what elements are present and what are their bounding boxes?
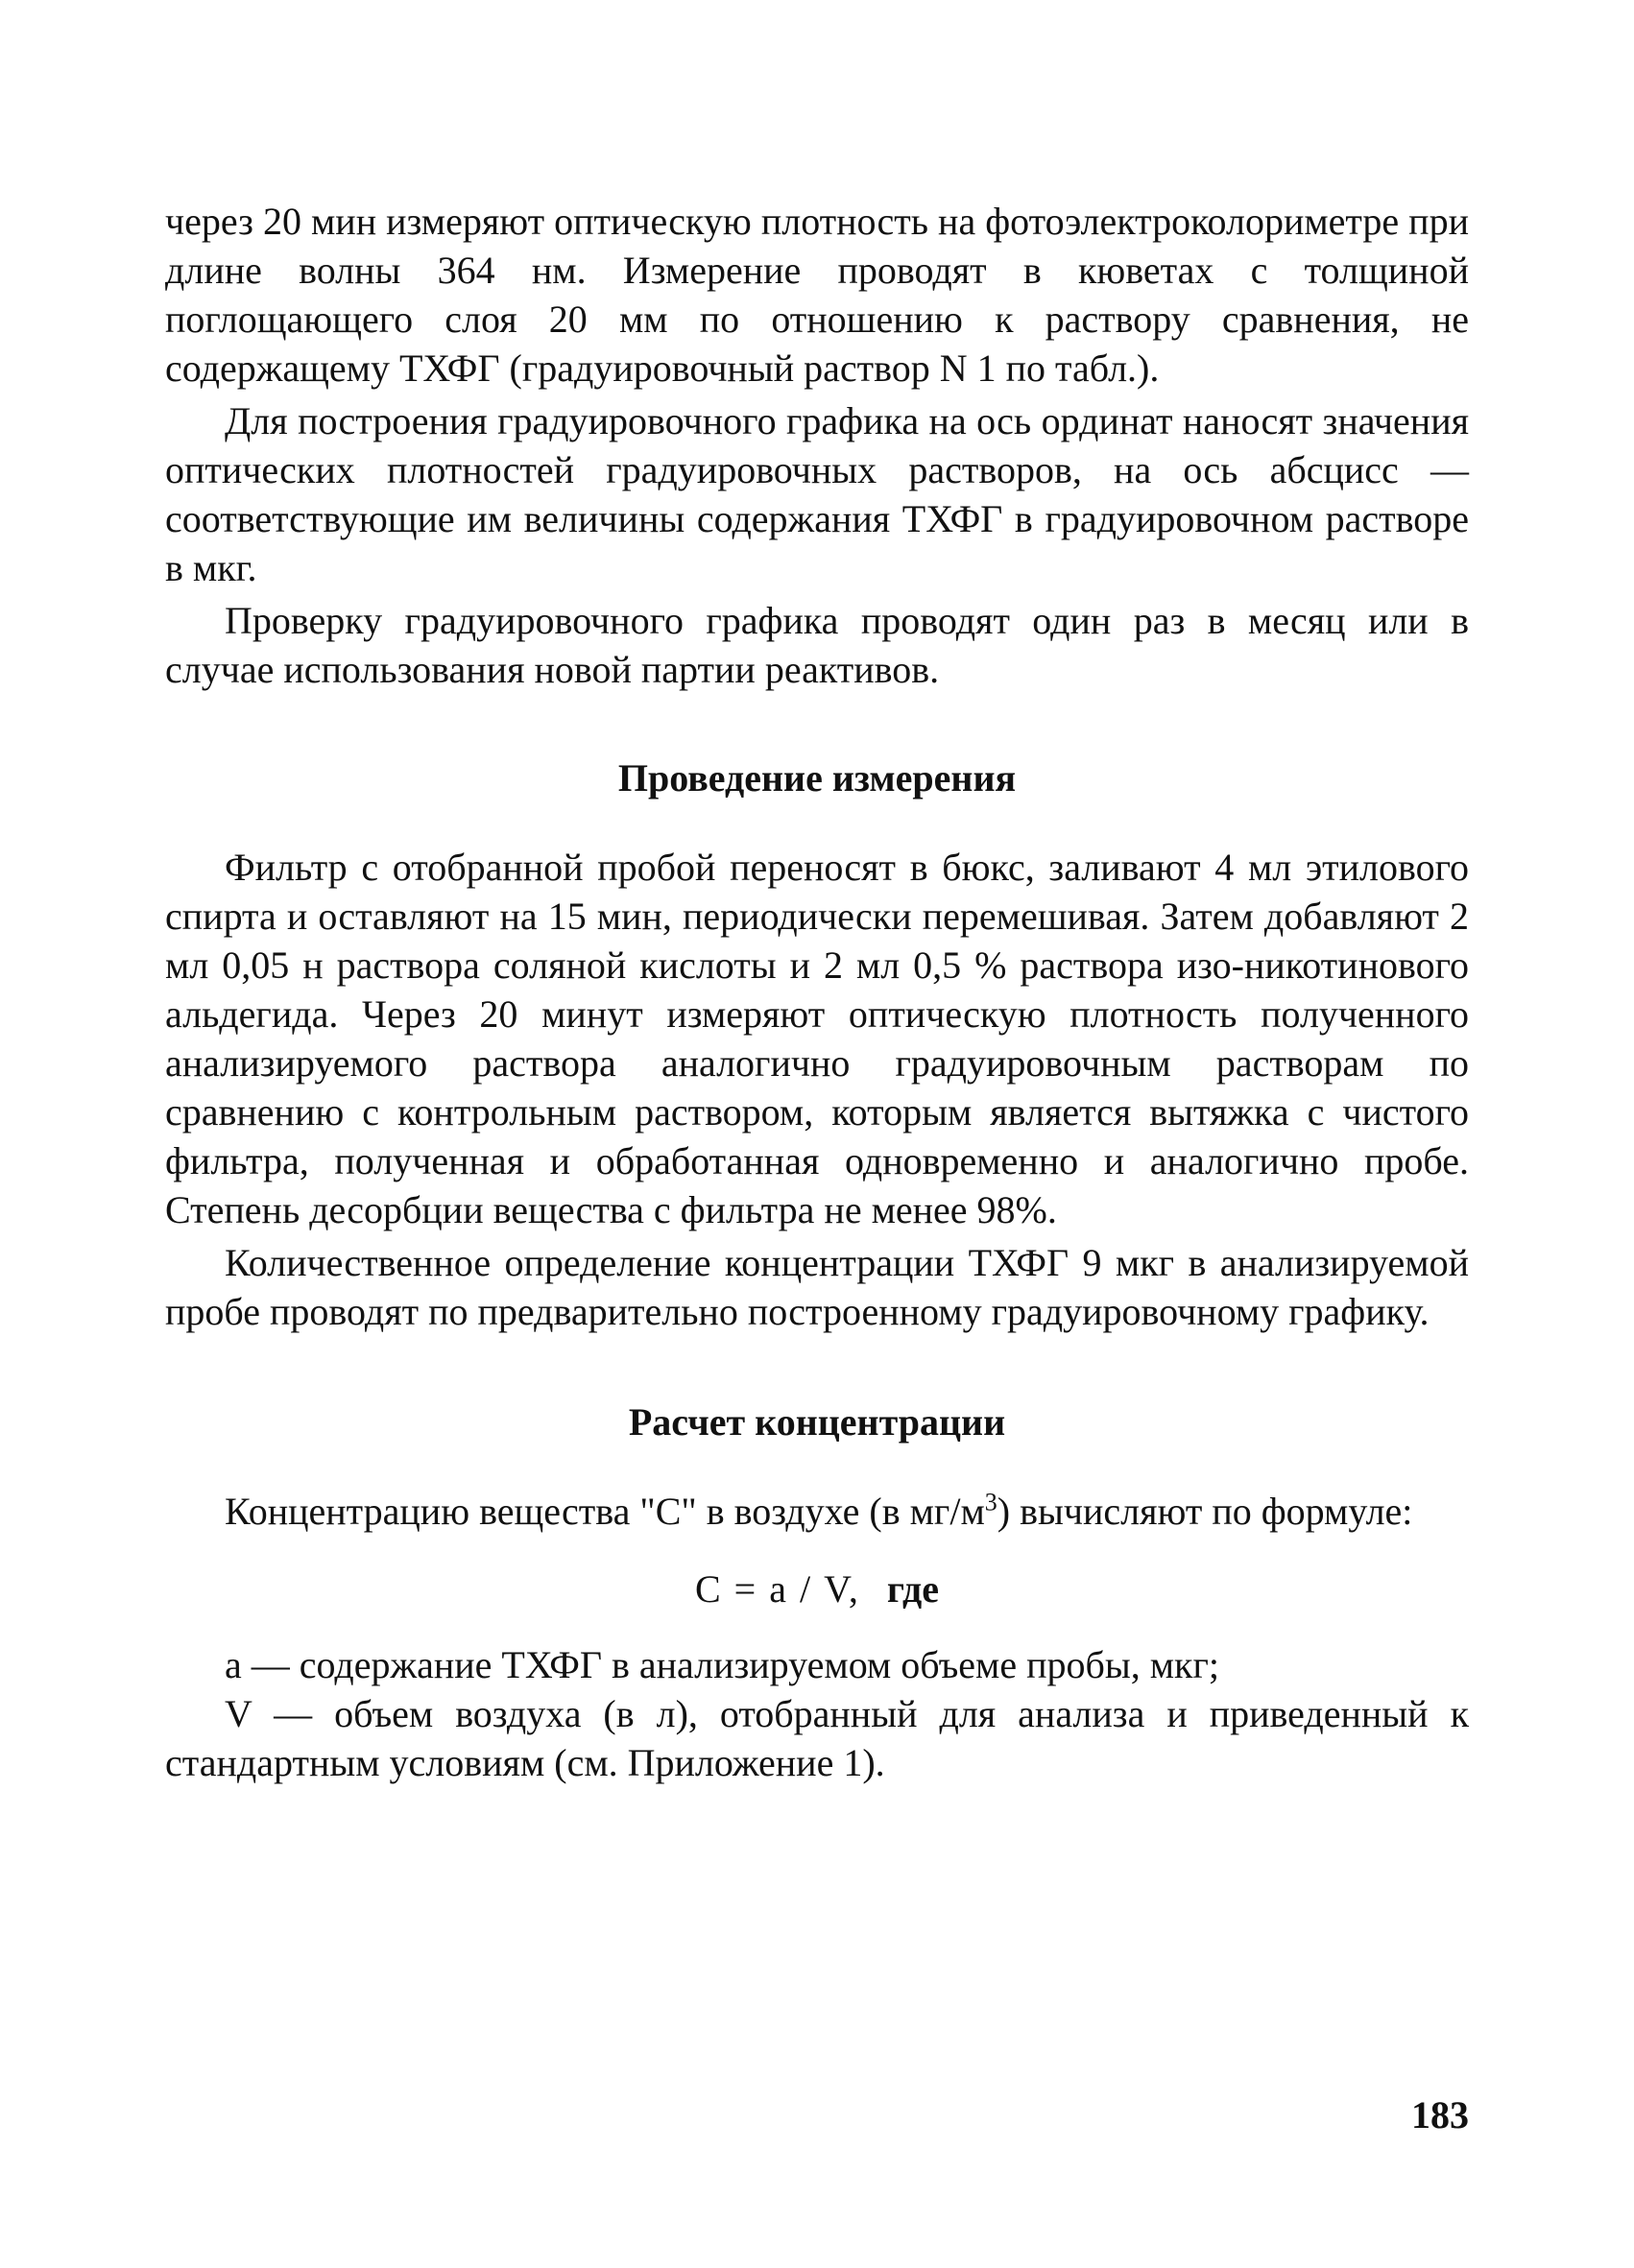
paragraph-graph-construction: Для построения градуировочного графика на ось ординат наносят значения оптических плотностей градуировочных растворов, на ось абсцисс — соответствующие им величины содержания ТХФГ в градуировочном растворе в мкг. [165,399,1469,589]
paragraph-measurement-procedure: Фильтр с отобранной пробой переносят в бюкс, заливают 4 мл этилового спирта и оставляют на 15 мин, периодически перемешивая. Затем добавляют 2 мл 0,05 н раствора соляной кислоты и 2 мл 0,5 % раствора изо-никотинового альдегида. Через 20 минут измеряют оптическую плотность полученного анализируемого раствора аналогично градуировочным растворам по сравнению с контрольным раствором, которым является вытяжка с чистого фильтра, полученная и обработанная одновременно и аналогично пробе. Степень десорбции вещества с фильтра не менее 98%. [165,846,1469,1231]
document-page [165,197,1469,1787]
section-heading-calculation: Расчет концентрации [628,1400,1006,1444]
definition-v: V — объем воздуха (в л), отобранный для анализа и приведенный к стандартным условиям (см. Приложение 1). [165,1692,1469,1784]
formula-intro-text: Концентрацию вещества "С" в воздухе (в мг/м [225,1490,985,1533]
paragraph-continuation: через 20 мин измеряют оптическую плотность на фотоэлектроколориметре при длине волны 364 нм. Измерение проводят в кюветах с толщиной поглощающего слоя 20 мм по отношению к раствору сравнения, не содержащему ТХФГ (градуировочный раствор N 1 по табл.). [165,200,1469,390]
paragraph-quantitative-determination: Количественное определение концентрации ТХФГ 9 мкг в анализируемой пробе проводят по предварительно построенному градуировочному графику. [165,1241,1469,1333]
paragraph-formula-intro [165,1487,1469,1536]
formula-intro-text-end: ) вычисляют по формуле: [997,1490,1413,1533]
page-number: 183 [1411,2093,1469,2137]
paragraph-graph-check: Проверку градуировочного графика проводят один раз в месяц или в случае использования новой партии реактивов. [165,599,1469,691]
section-heading-measurement: Проведение измерения [617,756,1017,800]
superscript-three: 3 [984,1488,997,1516]
formula-expression: С = а / V, [694,1567,860,1611]
formula-where: где [886,1567,939,1611]
definition-a: а — содержание ТХФГ в анализируемом объеме пробы, мкг; [225,1643,1219,1686]
formula [165,1564,1469,1613]
